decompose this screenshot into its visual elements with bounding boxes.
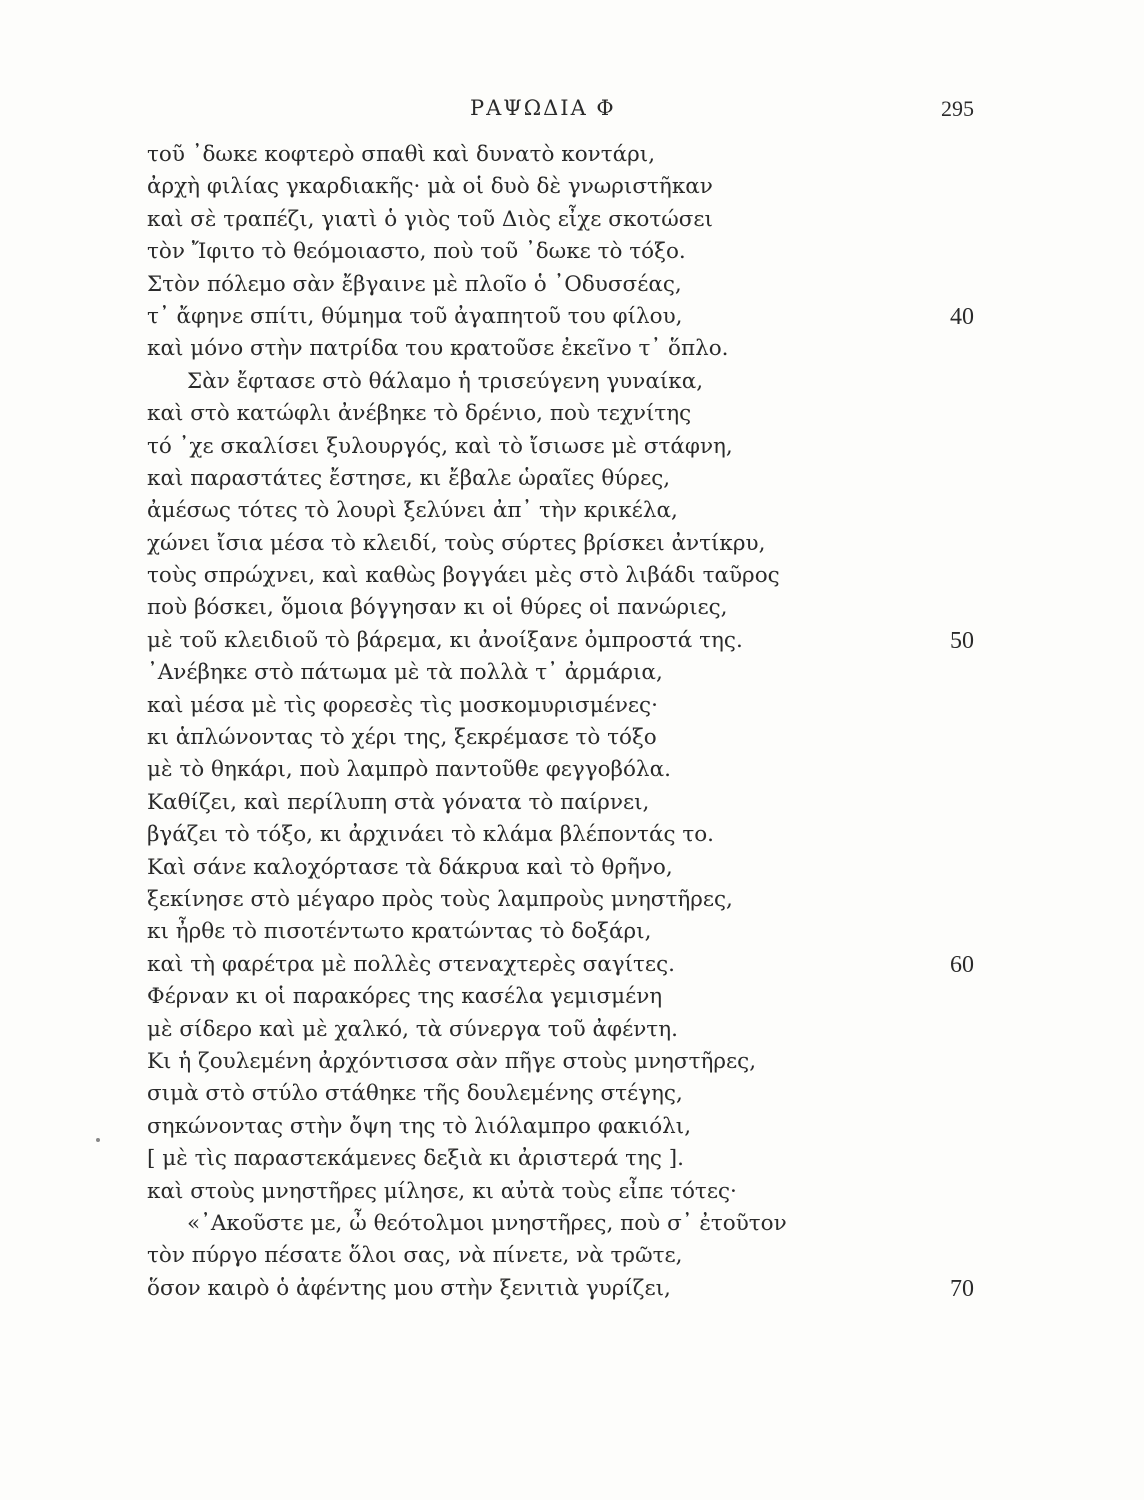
verse-text: μὲ τοῦ κλειδιοῦ τὸ βάρεμα, κι ἀνοίξανε ὀμπροστά της. (147, 627, 743, 653)
verse-text: Σὰν ἔφτασε στὸ θάλαμο ἡ τρισεύγενη γυναίκα, (187, 368, 704, 394)
verse-line (147, 916, 997, 948)
verse-text: χώνει ἴσια μέσα τὸ κλειδί, τοὺς σύρτες βρίσκει ἀντίκρυ, (147, 530, 766, 556)
line-number: 60 (950, 951, 974, 978)
verse-line (147, 884, 997, 916)
verse-text: τοῦ ᾿δωκε κοφτερὸ σπαθὶ καὶ δυνατὸ κοντάρι, (147, 142, 656, 167)
verse-text: Φέρναν κι οἱ παρακόρες της κασέλα γεμισμένη (147, 984, 663, 1010)
verse-text: καὶ στοὺς μνηστῆρες μίλησε, κι αὐτὰ τοὺς εἶπε τότες· (147, 1178, 737, 1204)
verse-text: τό ᾿χε σκαλίσει ξυλουργός, καὶ τὸ ἴσιωσε μὲ στάφνη, (147, 433, 733, 459)
verse-text: Κι ἡ ζουλεμένη ἀρχόντισσα σὰν πῆγε στοὺς μνηστῆρες, (147, 1048, 757, 1074)
verse-text: τὸν Ἴφιτο τὸ θεόμοιαστο, ποὺ τοῦ ᾿δωκε τὸ τόξο. (147, 239, 686, 265)
verse-line (147, 657, 997, 689)
verse-text: μὲ τὸ θηκάρι, ποὺ λαμπρὸ παντοῦθε φεγγοβόλα. (147, 757, 671, 783)
line-number: 40 (950, 303, 974, 330)
verse-text: «᾿Ακοῦστε με, ὦ θεότολμοι μνηστῆρες, ποὺ σ᾿ ἐτοῦτον (187, 1210, 787, 1236)
verse-line (147, 1111, 997, 1143)
verse-text: [ μὲ τὶς παραστεκάμενες δεξιὰ κι ἀριστερά της ]. (147, 1146, 685, 1172)
line-number: 70 (950, 1275, 974, 1302)
verse-line (147, 722, 997, 754)
verse-text: σηκώνοντας στὴν ὄψη της τὸ λιόλαμπρο φακιόλι, (147, 1113, 692, 1139)
chapter-title: ΡΑΨΩΔΙΑ Φ (470, 96, 616, 120)
verse-text: ὅσον καιρὸ ὁ ἀφέντης μου στὴν ξενιτιὰ γυρίζει, (147, 1275, 671, 1301)
verse-line (147, 171, 997, 203)
verse-line (147, 495, 997, 527)
verse-line (147, 366, 997, 398)
verse-text: τ᾿ ἄφηνε σπίτι, θύμημα τοῦ ἀγαπητοῦ του φίλου, (147, 303, 683, 329)
verse-line (147, 1176, 997, 1208)
verse-line (147, 981, 997, 1013)
verse-line (147, 139, 997, 171)
verse-text: ἀρχὴ φιλίας γκαρδιακῆς· μὰ οἱ δυὸ δὲ γνωριστῆκαν (147, 174, 713, 200)
verse-text: τὸν πύργο πέσατε ὅλοι σας, νὰ πίνετε, νὰ τρῶτε, (147, 1243, 683, 1269)
verse-block (147, 139, 997, 1305)
verse-line (147, 398, 997, 430)
verse-line (147, 852, 997, 884)
verse-line (147, 819, 997, 851)
running-head (0, 96, 1144, 124)
verse-line (147, 236, 997, 268)
verse-line (147, 1014, 997, 1046)
verse-line (147, 269, 997, 301)
verse-text: καὶ μέσα μὲ τὶς φορεσὲς τὶς μοσκομυρισμένες· (147, 692, 658, 718)
verse-line (147, 1273, 997, 1305)
verse-text: καὶ παραστάτες ἔστησε, κι ἔβαλε ὡραῖες θύρες, (147, 465, 671, 491)
verse-text: Καθίζει, καὶ περίλυπη στὰ γόνατα τὸ παίρνει, (147, 789, 650, 815)
verse-text: βγάζει τὸ τόξο, κι ἀρχινάει τὸ κλάμα βλέποντάς το. (147, 822, 715, 848)
verse-text: καὶ στὸ κατώφλι ἀνέβηκε τὸ δρένιο, ποὺ τεχνίτης (147, 401, 692, 427)
verse-text: ᾿Ανέβηκε στὸ πάτωμα μὲ τὰ πολλὰ τ᾿ ἀρμάρια, (147, 660, 663, 686)
verse-line (147, 625, 997, 657)
verse-line (147, 431, 997, 463)
verse-line (147, 754, 997, 786)
verse-line (147, 1240, 997, 1272)
verse-line (147, 204, 997, 236)
verse-text: ποὺ βόσκει, ὅμοια βόγγησαν κι οἱ θύρες οἱ πανώριες, (147, 595, 728, 621)
verse-line (147, 690, 997, 722)
verse-line (147, 333, 997, 365)
verse-text: κι ἦρθε τὸ πισοτέντωτο κρατώντας τὸ δοξάρι, (147, 919, 652, 945)
verse-line (147, 1208, 997, 1240)
print-speck (96, 1138, 100, 1142)
verse-text: ξεκίνησε στὸ μέγαρο πρὸς τοὺς λαμπροὺς μνηστῆρες, (147, 886, 733, 912)
verse-line (147, 787, 997, 819)
verse-text: σιμὰ στὸ στύλο στάθηκε τῆς δουλεμένης στέγης, (147, 1081, 683, 1107)
verse-text: Καὶ σάνε καλοχόρτασε τὰ δάκρυα καὶ τὸ θρῆνο, (147, 854, 673, 880)
verse-text: καὶ τὴ φαρέτρα μὲ πολλὲς στεναχτερὲς σαγίτες. (147, 951, 675, 977)
verse-line (147, 528, 997, 560)
verse-text: τοὺς σπρώχνει, καὶ καθὼς βογγάει μὲς στὸ λιβάδι ταῦρος (147, 563, 780, 589)
verse-line (147, 592, 997, 624)
verse-line (147, 1046, 997, 1078)
verse-text: καὶ σὲ τραπέζι, γιατὶ ὁ γιὸς τοῦ Διὸς εἶχε σκοτώσει (147, 206, 713, 232)
verse-line (147, 560, 997, 592)
verse-line (147, 301, 997, 333)
verse-text: μὲ σίδερο καὶ μὲ χαλκό, τὰ σύνεργα τοῦ ἀφέντη. (147, 1016, 678, 1042)
line-number: 50 (950, 627, 974, 654)
verse-text: ἀμέσως τότες τὸ λουρὶ ξελύνει ἀπ᾿ τὴν κρικέλα, (147, 498, 678, 524)
verse-line (147, 949, 997, 981)
verse-text: Στὸν πόλεμο σὰν ἔβγαινε μὲ πλοῖο ὁ ᾿Οδυσσέας, (147, 271, 682, 297)
verse-line (147, 1078, 997, 1110)
page-number: 295 (941, 96, 974, 121)
verse-text: καὶ μόνο στὴν πατρίδα του κρατοῦσε ἐκεῖνο τ᾿ ὅπλο. (147, 336, 729, 362)
verse-line (147, 463, 997, 495)
verse-text: κι ἁπλώνοντας τὸ χέρι της, ξεκρέμασε τὸ τόξο (147, 725, 657, 751)
verse-line (147, 1143, 997, 1175)
